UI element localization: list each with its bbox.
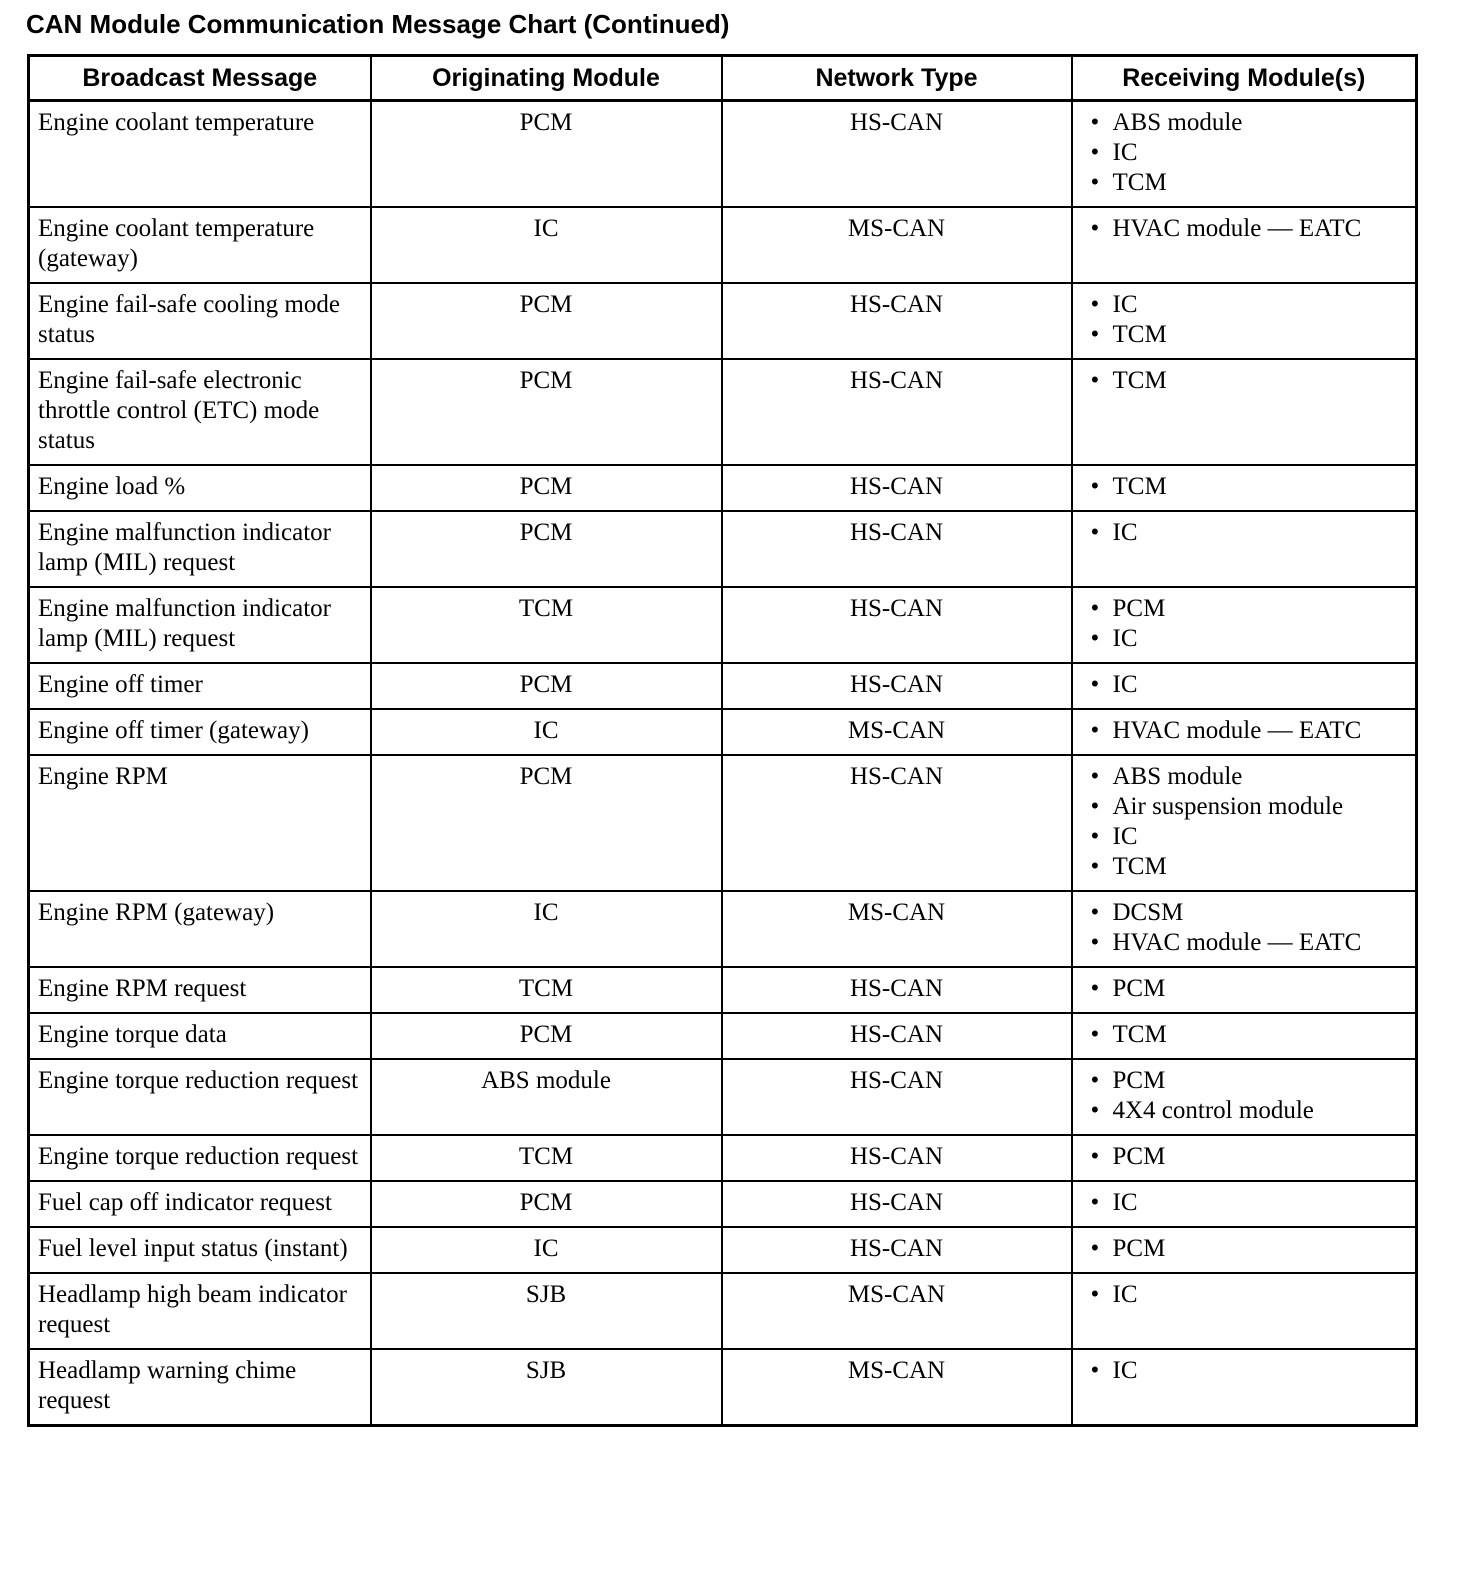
broadcast-message-cell: Engine malfunction indicator lamp (MIL) request xyxy=(29,587,371,663)
header-network-type: Network Type xyxy=(722,56,1072,101)
broadcast-message-cell: Engine load % xyxy=(29,465,371,511)
table-row xyxy=(29,1135,1417,1181)
network-type-cell: MS-CAN xyxy=(722,207,1072,283)
receiving-module-item: • IC xyxy=(1089,138,1408,168)
receiving-modules-cell xyxy=(1072,1181,1417,1227)
originating-module-cell: TCM xyxy=(371,967,722,1013)
receiving-modules-list xyxy=(1081,1280,1408,1310)
originating-module-cell: TCM xyxy=(371,1135,722,1181)
receiving-module-item: • TCM xyxy=(1089,852,1408,882)
receiving-modules-list xyxy=(1081,1356,1408,1386)
table-row xyxy=(29,101,1417,208)
table-row xyxy=(29,359,1417,465)
receiving-module-item: • IC xyxy=(1089,822,1408,852)
receiving-modules-cell xyxy=(1072,511,1417,587)
network-type-cell: HS-CAN xyxy=(722,1013,1072,1059)
receiving-modules-cell xyxy=(1072,1273,1417,1349)
originating-module-cell: PCM xyxy=(371,359,722,465)
receiving-modules-list xyxy=(1081,108,1408,198)
receiving-modules-cell xyxy=(1072,1013,1417,1059)
receiving-module-item: • PCM xyxy=(1089,1142,1408,1172)
originating-module-cell: PCM xyxy=(371,1013,722,1059)
receiving-module-item: • PCM xyxy=(1089,974,1408,1004)
receiving-module-item: • IC xyxy=(1089,624,1408,654)
originating-module-cell: TCM xyxy=(371,587,722,663)
table-row xyxy=(29,207,1417,283)
network-type-cell: HS-CAN xyxy=(722,967,1072,1013)
receiving-module-item: • IC xyxy=(1089,1188,1408,1218)
receiving-module-item: • IC xyxy=(1089,670,1408,700)
broadcast-message-cell: Engine malfunction indicator lamp (MIL) request xyxy=(29,511,371,587)
broadcast-message-cell: Fuel level input status (instant) xyxy=(29,1227,371,1273)
receiving-module-item: • IC xyxy=(1089,1356,1408,1386)
table-row xyxy=(29,1227,1417,1273)
receiving-modules-list xyxy=(1081,670,1408,700)
table-row xyxy=(29,511,1417,587)
network-type-cell: HS-CAN xyxy=(722,663,1072,709)
receiving-modules-list xyxy=(1081,1188,1408,1218)
receiving-modules-list xyxy=(1081,716,1408,746)
originating-module-cell: ABS module xyxy=(371,1059,722,1135)
network-type-cell: HS-CAN xyxy=(722,1059,1072,1135)
broadcast-message-cell: Engine RPM request xyxy=(29,967,371,1013)
broadcast-message-cell: Engine torque reduction request xyxy=(29,1059,371,1135)
broadcast-message-cell: Headlamp high beam indicator request xyxy=(29,1273,371,1349)
originating-module-cell: PCM xyxy=(371,101,722,208)
broadcast-message-cell: Fuel cap off indicator request xyxy=(29,1181,371,1227)
receiving-modules-list xyxy=(1081,762,1408,882)
receiving-module-item: • DCSM xyxy=(1089,898,1408,928)
originating-module-cell: PCM xyxy=(371,755,722,891)
receiving-modules-list xyxy=(1081,290,1408,350)
network-type-cell: MS-CAN xyxy=(722,709,1072,755)
originating-module-cell: PCM xyxy=(371,1181,722,1227)
network-type-cell: HS-CAN xyxy=(722,359,1072,465)
network-type-cell: HS-CAN xyxy=(722,511,1072,587)
network-type-cell: HS-CAN xyxy=(722,1181,1072,1227)
receiving-module-item: • PCM xyxy=(1089,1234,1408,1264)
page-title: CAN Module Communication Message Chart (Continued) xyxy=(26,9,730,39)
originating-module-cell: IC xyxy=(371,891,722,967)
originating-module-cell: IC xyxy=(371,207,722,283)
broadcast-message-cell: Engine coolant temperature (gateway) xyxy=(29,207,371,283)
receiving-module-item: • IC xyxy=(1089,290,1408,320)
receiving-modules-cell xyxy=(1072,967,1417,1013)
receiving-modules-list xyxy=(1081,366,1408,396)
table-row xyxy=(29,709,1417,755)
receiving-modules-list xyxy=(1081,214,1408,244)
receiving-module-item: • TCM xyxy=(1089,168,1408,198)
receiving-module-item: • IC xyxy=(1089,518,1408,548)
receiving-module-item: • Air suspension module xyxy=(1089,792,1408,822)
broadcast-message-cell: Engine off timer (gateway) xyxy=(29,709,371,755)
receiving-modules-cell xyxy=(1072,1227,1417,1273)
receiving-modules-cell xyxy=(1072,891,1417,967)
network-type-cell: HS-CAN xyxy=(722,587,1072,663)
receiving-modules-list xyxy=(1081,1142,1408,1172)
broadcast-message-cell: Engine RPM (gateway) xyxy=(29,891,371,967)
originating-module-cell: PCM xyxy=(371,511,722,587)
receiving-modules-list xyxy=(1081,518,1408,548)
receiving-modules-cell xyxy=(1072,755,1417,891)
table-row xyxy=(29,465,1417,511)
receiving-module-item: • ABS module xyxy=(1089,762,1408,792)
broadcast-message-cell: Engine off timer xyxy=(29,663,371,709)
broadcast-message-cell: Engine torque data xyxy=(29,1013,371,1059)
receiving-modules-cell xyxy=(1072,359,1417,465)
receiving-module-item: • TCM xyxy=(1089,472,1408,502)
receiving-module-item: • IC xyxy=(1089,1280,1408,1310)
table-body xyxy=(29,101,1417,1426)
receiving-module-item: • HVAC module — EATC xyxy=(1089,928,1408,958)
receiving-module-item: • HVAC module — EATC xyxy=(1089,716,1408,746)
receiving-module-item: • TCM xyxy=(1089,320,1408,350)
table-row xyxy=(29,1349,1417,1426)
receiving-module-item: • HVAC module — EATC xyxy=(1089,214,1408,244)
table-row xyxy=(29,1013,1417,1059)
receiving-module-item: • PCM xyxy=(1089,1066,1408,1096)
receiving-modules-cell xyxy=(1072,1349,1417,1426)
table-row xyxy=(29,1181,1417,1227)
receiving-modules-cell xyxy=(1072,1135,1417,1181)
table-row xyxy=(29,1059,1417,1135)
originating-module-cell: PCM xyxy=(371,465,722,511)
broadcast-message-cell: Engine RPM xyxy=(29,755,371,891)
broadcast-message-cell: Engine coolant temperature xyxy=(29,101,371,208)
header-broadcast-message: Broadcast Message xyxy=(29,56,371,101)
network-type-cell: HS-CAN xyxy=(722,755,1072,891)
table-row xyxy=(29,663,1417,709)
can-message-table xyxy=(27,54,1418,1427)
table-row xyxy=(29,967,1417,1013)
originating-module-cell: SJB xyxy=(371,1273,722,1349)
receiving-modules-cell xyxy=(1072,283,1417,359)
receiving-modules-list xyxy=(1081,1020,1408,1050)
receiving-modules-list xyxy=(1081,594,1408,654)
table-row xyxy=(29,1273,1417,1349)
receiving-modules-cell xyxy=(1072,709,1417,755)
receiving-modules-list xyxy=(1081,472,1408,502)
originating-module-cell: PCM xyxy=(371,283,722,359)
network-type-cell: HS-CAN xyxy=(722,101,1072,208)
receiving-modules-list xyxy=(1081,1066,1408,1126)
receiving-module-item: • TCM xyxy=(1089,366,1408,396)
originating-module-cell: SJB xyxy=(371,1349,722,1426)
table-row xyxy=(29,587,1417,663)
network-type-cell: HS-CAN xyxy=(722,465,1072,511)
network-type-cell: MS-CAN xyxy=(722,1349,1072,1426)
table-row xyxy=(29,283,1417,359)
receiving-module-item: • 4X4 control module xyxy=(1089,1096,1408,1126)
receiving-modules-cell xyxy=(1072,663,1417,709)
receiving-module-item: • PCM xyxy=(1089,594,1408,624)
receiving-modules-list xyxy=(1081,898,1408,958)
receiving-modules-list xyxy=(1081,974,1408,1004)
table-header-row xyxy=(29,56,1417,101)
table-row xyxy=(29,755,1417,891)
originating-module-cell: PCM xyxy=(371,663,722,709)
network-type-cell: HS-CAN xyxy=(722,283,1072,359)
receiving-modules-cell xyxy=(1072,587,1417,663)
network-type-cell: HS-CAN xyxy=(722,1135,1072,1181)
receiving-module-item: • TCM xyxy=(1089,1020,1408,1050)
receiving-modules-cell xyxy=(1072,465,1417,511)
receiving-modules-cell xyxy=(1072,101,1417,208)
broadcast-message-cell: Engine fail-safe electronic throttle control (ETC) mode status xyxy=(29,359,371,465)
network-type-cell: MS-CAN xyxy=(722,1273,1072,1349)
network-type-cell: MS-CAN xyxy=(722,891,1072,967)
broadcast-message-cell: Engine fail-safe cooling mode status xyxy=(29,283,371,359)
originating-module-cell: IC xyxy=(371,709,722,755)
network-type-cell: HS-CAN xyxy=(722,1227,1072,1273)
header-originating-module: Originating Module xyxy=(371,56,722,101)
receiving-modules-cell xyxy=(1072,207,1417,283)
receiving-modules-list xyxy=(1081,1234,1408,1264)
broadcast-message-cell: Headlamp warning chime request xyxy=(29,1349,371,1426)
table-row xyxy=(29,891,1417,967)
receiving-module-item: • ABS module xyxy=(1089,108,1408,138)
header-receiving-modules: Receiving Module(s) xyxy=(1072,56,1417,101)
receiving-modules-cell xyxy=(1072,1059,1417,1135)
broadcast-message-cell: Engine torque reduction request xyxy=(29,1135,371,1181)
originating-module-cell: IC xyxy=(371,1227,722,1273)
